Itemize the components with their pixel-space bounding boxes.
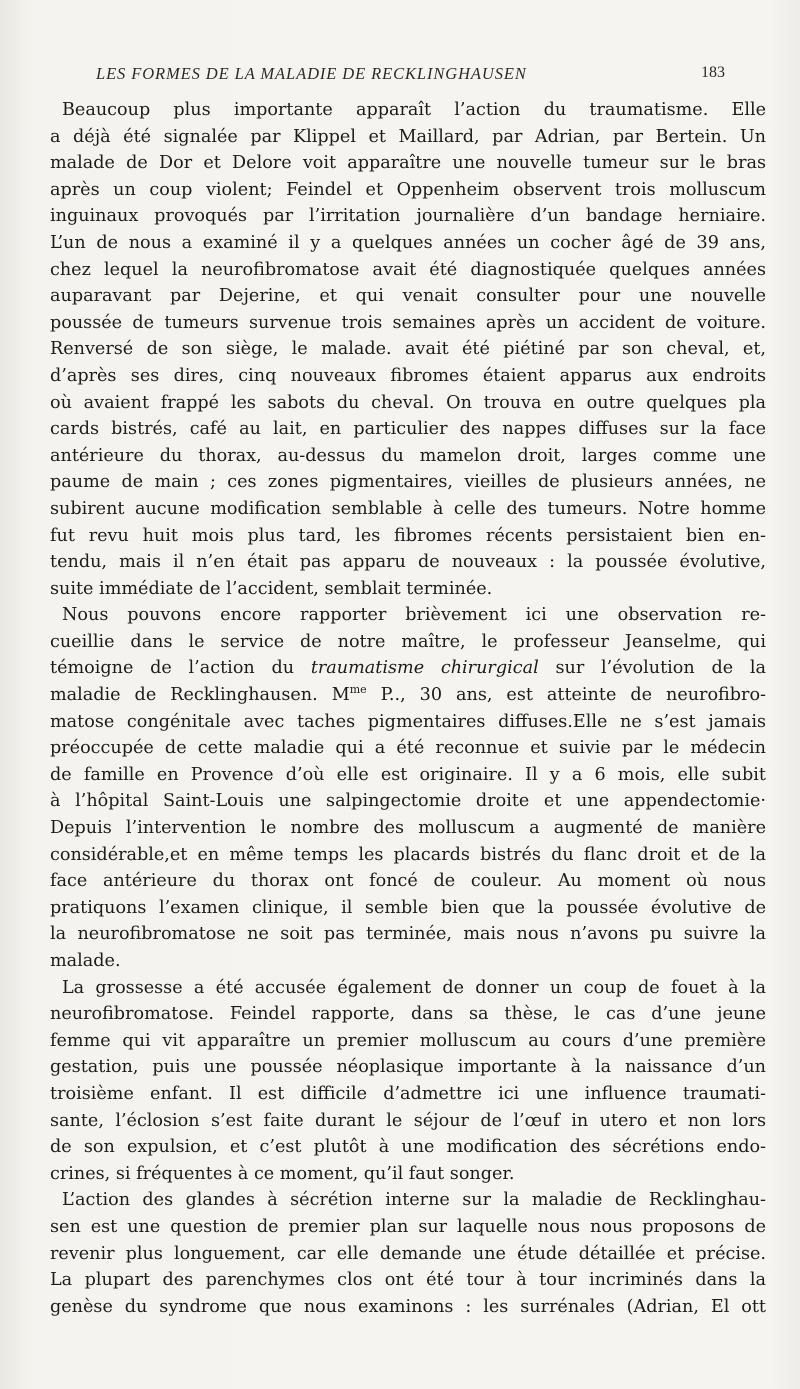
text-line: pratiquons l’examen clinique, il semble bien que la poussée évolutive de (50, 897, 766, 918)
text-line: crines, si fréquentes à ce moment, qu’il faut songer. (50, 1163, 515, 1184)
text-line: La grossesse a été accusée également de donner un coup de fouet à la (62, 977, 766, 998)
text-fragment: sur l’évolution de la (555, 658, 766, 679)
text-line: Beaucoup plus importante apparaît l’action du traumatisme. Elle (62, 100, 766, 120)
text-line: considérable,et en même temps les placards bistrés du flanc droit et de la (50, 844, 766, 865)
page-number: 183 (701, 64, 725, 81)
text-line: subirent aucune modification semblable à celle des tumeurs. Notre homme (50, 498, 766, 519)
text-line: Depuis l’intervention le nombre des molluscum a augmenté de manière (50, 818, 766, 839)
text-line: chez lequel la neurofibromatose avait été diagnostiquée quelques années (50, 259, 766, 280)
text-line: à l’hôpital Saint-Louis une salpingectomie droite et une appendectomie· (50, 791, 766, 812)
text-line: a déjà été signalée par Klippel et Maillard, par Adrian, par Bertein. Un (50, 126, 766, 147)
text-line: La plupart des parenchymes clos ont été tour à tour incriminés dans la (50, 1270, 766, 1291)
text-line: sante, l’éclosion s’est faite durant le séjour de l’œuf in utero et non lors (50, 1110, 766, 1131)
text-line: auparavant par Dejerine, et qui venait consulter pour une nouvelle (50, 286, 766, 307)
text-fragment: témoigne de l’action du (50, 658, 295, 679)
text-line: inguinaux provoqués par l’irritation journalière d’un bandage herniaire. (50, 206, 766, 227)
text-line: suite immédiate de l’accident, semblait terminée. (50, 578, 493, 599)
text-line: L’un de nous a examiné il y a quelques années un cocher âgé de 39 ans, (50, 232, 766, 253)
text-line: Nous pouvons encore rapporter brièvement ici une observation re- (62, 605, 766, 626)
text-line: sen est une question de premier plan sur laquelle nous nous proposons de (50, 1216, 766, 1237)
superscript-abbreviation: me (349, 683, 367, 697)
text-line (50, 655, 766, 682)
text-line: où avaient frappé les sabots du cheval. On trouva en outre quelques pla (50, 392, 766, 413)
text-line: poussée de tumeurs survenue trois semaines après un accident de voiture. (50, 312, 766, 333)
text-line: troisième enfant. Il est difficile d’admettre ici une influence traumati- (50, 1083, 766, 1104)
text-line: antérieure du thorax, au-dessus du mamelon droit, larges comme une (50, 445, 766, 466)
text-fragment: P.., 30 ans, est atteinte de neurofibro- (380, 685, 766, 706)
running-head-title: LES FORMES DE LA MALADIE DE RECKLINGHAUSEN (96, 64, 527, 83)
text-line: paume de main ; ces zones pigmentaires, vieilles de plusieurs années, ne (50, 472, 766, 493)
text-line: face antérieure du thorax ont foncé de couleur. Au moment où nous (50, 871, 766, 892)
body-text (50, 97, 766, 1320)
italic-phrase: traumatisme chirurgical (310, 658, 539, 679)
text-line (50, 682, 766, 709)
text-line: après un coup violent; Feindel et Oppenheim observent trois molluscum (50, 179, 766, 200)
text-line: genèse du syndrome que nous examinons : les surrénales (Adrian, El ott (50, 1296, 766, 1317)
text-line: malade. (50, 951, 121, 971)
text-line: neurofibromatose. Feindel rapporte, dans sa thèse, le cas d’une jeune (50, 1004, 766, 1025)
text-line: préoccupée de cette maladie qui a été reconnue et suivie par le médecin (50, 738, 766, 759)
text-line: fut revu huit mois plus tard, les fibromes récents persistaient bien en- (50, 525, 766, 546)
text-line: la neurofibromatose ne soit pas terminée, mais nous n’avons pu suivre la (50, 924, 766, 945)
text-line: malade de Dor et Delore voit apparaître une nouvelle tumeur sur le bras (50, 153, 766, 174)
text-line: cueillie dans le service de notre maître, le professeur Jeanselme, qui (50, 631, 766, 652)
text-line: revenir plus longuement, car elle demande une étude détaillée et précise. (50, 1243, 766, 1264)
text-line: d’après ses dires, cinq nouveaux fibromes étaient apparus aux endroits (50, 365, 766, 386)
text-line: de famille en Provence d’où elle est originaire. Il y a 6 mois, elle subit (50, 764, 766, 785)
text-line: de son expulsion, et c’est plutôt à une modification des sécrétions endo- (50, 1137, 766, 1158)
text-line: matose congénitale avec taches pigmentaires diffuses.Elle ne s’est jamais (50, 711, 766, 732)
text-line: Renversé de son siège, le malade. avait été piétiné par son cheval, et, (50, 339, 766, 360)
text-fragment: maladie de Recklinghausen. M (50, 685, 350, 706)
text-line: gestation, puis une poussée néoplasique importante à la naissance d’un (50, 1057, 766, 1078)
text-line: L’action des glandes à sécrétion interne sur la maladie de Recklinghau- (62, 1190, 766, 1211)
text-line: tendu, mais il n’en était pas apparu de nouveaux : la poussée évolutive, (50, 552, 766, 573)
text-line: cards bistrés, café au lait, en particulier des nappes diffuses sur la face (50, 419, 766, 440)
text-line: femme qui vit apparaître un premier molluscum au cours d’une première (50, 1030, 766, 1051)
